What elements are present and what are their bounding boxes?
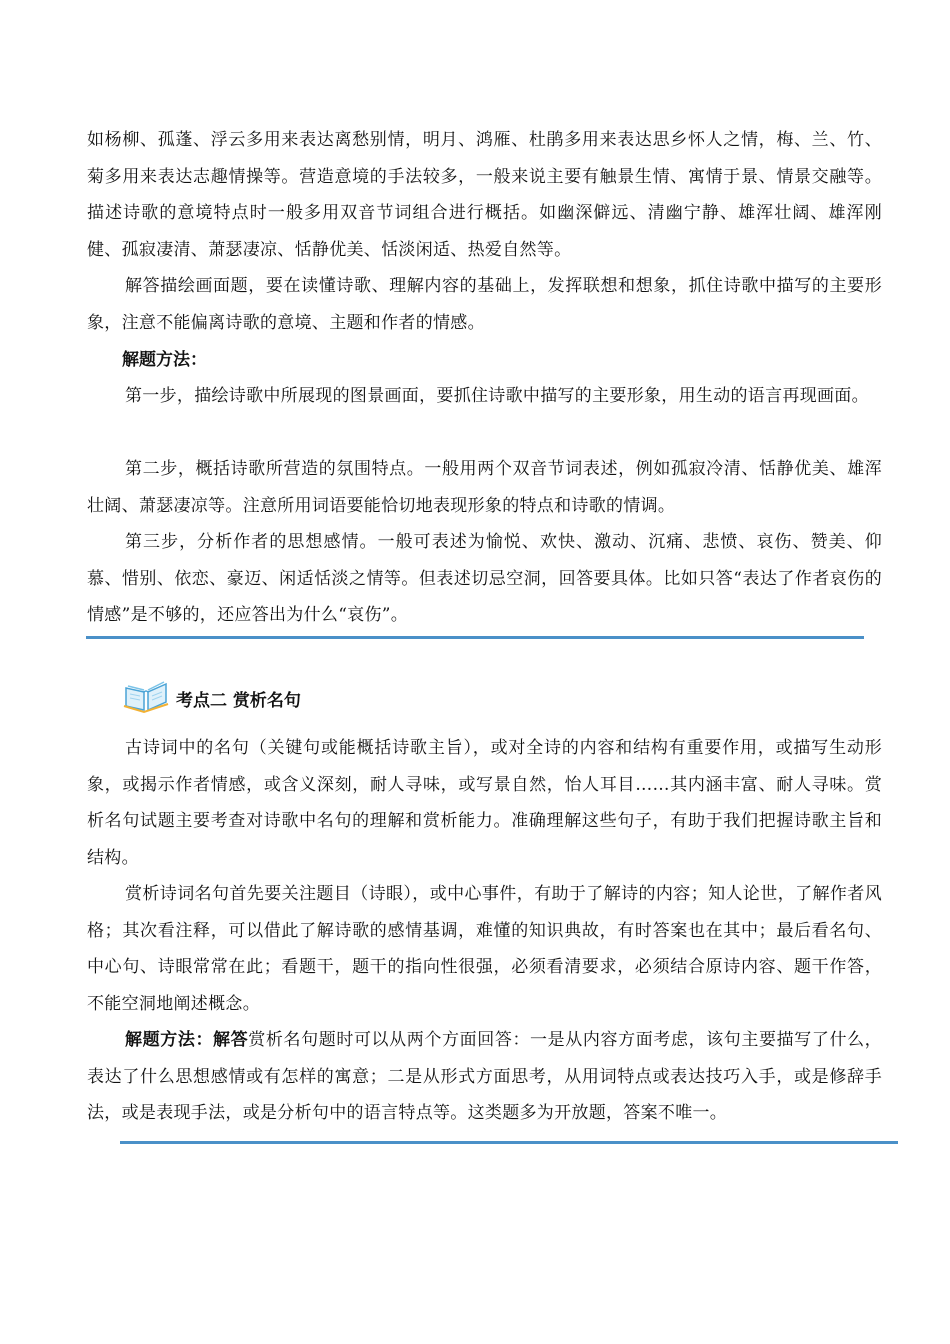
method-text: 赏析名句题时可以从两个方面回答：一是从内容方面考虑，该句主要描写了什么，表达了什么思想感情或有怎样的寓意；二是从形式方面思考，从用词特点或表达技巧入手，或是修辞手法，或是表现手法，或是分析句中的语言特点等。这类题多为开放题，答案不唯一。 [87,1030,882,1123]
paragraph-famous-lines: 古诗词中的名句（关键句或能概括诗歌主旨），或对全诗的内容和结构有重要作用，或描写生动形象，或揭示作者情感，或含义深刻，耐人寻味，或写景自然，怡人耳目……其内涵丰富、耐人寻味。赏析名句试题主要考查对诗歌中名句的理解和赏析能力。准确理解这些句子，有助于我们把握诗歌主旨和结构。 [87,738,882,868]
section-divider-top [86,636,864,639]
section-divider-bottom [120,1141,898,1144]
method-label-2: 解题方法：解答 [125,1030,249,1050]
paragraph-method-answer [87,1022,882,1132]
section-title: 考点二 赏析名句 [176,690,301,711]
paragraph-imagery-examples: 如杨柳、孤蓬、浮云多用来表达离愁别情，明月、鸿雁、杜鹃多用来表达思乡怀人之情，梅、兰、竹、菊多用来表达志趣情操等。营造意境的手法较多，一般来说主要有触景生情、寓情于景、情景交融等。描述诗歌的意境特点时一般多用双音节词组合进行概括。如幽深僻远、清幽宁静、雄浑壮阔、雄浑刚健、孤寂凄清、萧瑟凄凉、恬静优美、恬淡闲适、热爱自然等。 [87,130,882,260]
step-three: 第三步，分析作者的思想感情。一般可表述为愉悦、欢快、激动、沉痛、悲愤、哀伤、赞美、仰慕、惜别、依恋、豪迈、闲适恬淡之情等。但表述切忌空洞，回答要具体。比如只答“表达了作者哀伤的情感”是不够的，还应答出为什么“哀伤”。 [87,532,882,625]
step-two: 第二步，概括诗歌所营造的氛围特点。一般用两个双音节词表述，例如孤寂冷清、恬静优美、雄浑壮阔、萧瑟凄凉等。注意所用词语要能恰切地表现形象的特点和诗歌的情调。 [87,459,882,516]
step-one: 第一步，描绘诗歌中所展现的图景画面，要抓住诗歌中描写的主要形象，用生动的语言再现画面。 [125,386,869,406]
open-book-icon [122,674,170,714]
paragraph-describe-picture: 解答描绘画面题，要在读懂诗歌、理解内容的基础上，发挥联想和想象，抓住诗歌中描写的主要形象，注意不能偏离诗歌的意境、主题和作者的情感。 [87,276,882,333]
method-label-1: 解题方法： [122,350,207,370]
section-heading [122,672,301,716]
paragraph-appreciation-steps: 赏析诗词名句首先要关注题目（诗眼），或中心事件，有助于了解诗的内容；知人论世，了解作者风格；其次看注释，可以借此了解诗歌的感情基调，难懂的知识典故，有时答案也在其中；最后看名句、中心句、诗眼常常在此；看题干，题干的指向性很强，必须看清要求，必须结合原诗内容、题干作答，不能空洞地阐述概念。 [87,884,882,1014]
